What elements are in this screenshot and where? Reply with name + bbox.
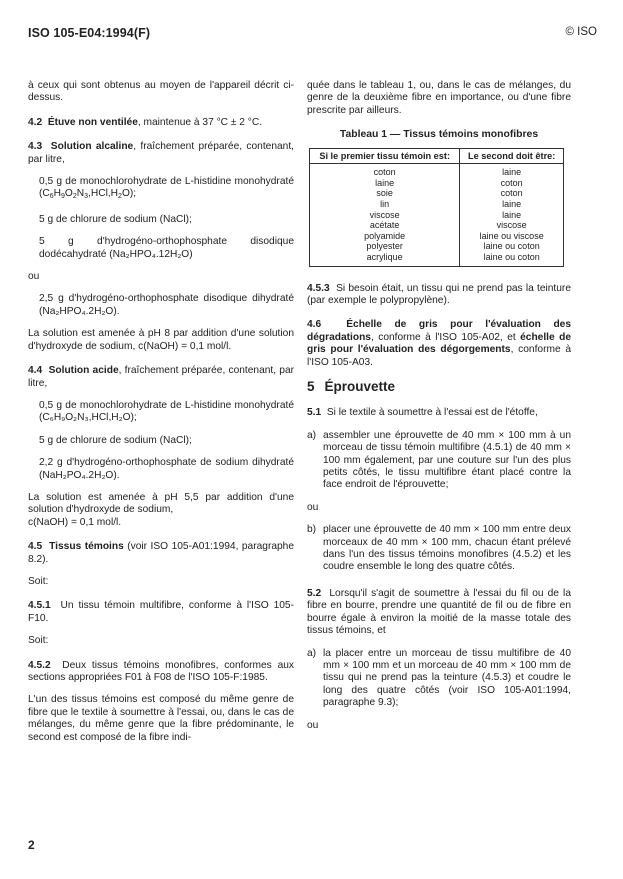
section-number: 5.2 xyxy=(307,587,322,599)
list-label: b) xyxy=(307,524,317,536)
table-column-second xyxy=(460,164,564,266)
section-text: Lorsqu'il s'agit de soumettre à l'essai du fil ou de la fibre en bourre, prendre une quantité de fil ou de fibre en bourre égale à environ la moitié de la masse totale des tissus témoins, et xyxy=(307,587,571,637)
document-id: ISO 105-E04:1994(F) xyxy=(28,26,151,40)
section-title: échelle de gris pour l'évaluation des dégorgements xyxy=(307,331,571,356)
reagent-item: 2,2 g d'hydrogéno-orthophosphate de sodium dihydraté (NaH₂PO₄.2H₂O). xyxy=(39,457,294,481)
section-number: 5.1 xyxy=(307,407,322,419)
list-text: la placer entre un morceau de tissu multifibre de 40 mm × 100 mm et un morceau de 40 mm × 100 mm de tissu qui ne prend pas la teinture (4.5.3) et coudre le long des quatre côtés (voir ISO 105-A01:1994, paragraphe 9.3); xyxy=(323,647,571,709)
table-cell: coton xyxy=(500,177,523,188)
table-cell: laine ou coton xyxy=(483,241,540,252)
or-connector: ou xyxy=(28,271,40,283)
section-4-6: 4.6 Échelle de gris pour l'évaluation des dégradations, conforme à l'ISO 105-A02, et échelle de gris pour l'évaluation des dégorgements, conforme à l'ISO 105-A03. xyxy=(307,319,571,368)
table-cell: acétate xyxy=(369,220,400,231)
table-cell: soie xyxy=(376,188,393,199)
table-title: Tableau 1 — Tissus témoins monofibres xyxy=(339,129,539,141)
continuation-paragraph: quée dans le tableau 1, ou, dans le cas de mélanges, du genre de la deuxième fibre en importance, ou d'une fibre prescrite par ailleurs. xyxy=(307,80,571,116)
section-text: Si le textile à soumettre à l'essai est de l'étoffe, xyxy=(326,407,538,419)
table-cell: coton xyxy=(373,167,396,178)
list-label: a) xyxy=(307,429,317,441)
table-cell: laine xyxy=(502,167,522,178)
reagent-item: 0,5 g de monochlorohydrate de L-histidine monohydraté $(C_6H_9O_2N_3,HCl,H_2O)$; xyxy=(39,176,294,201)
table-cell: laine xyxy=(502,209,522,220)
section-text: Si besoin était, un tissu qui ne prend pas la teinture (par exemple le polypropylène). xyxy=(307,282,571,306)
section-5-heading xyxy=(307,381,571,393)
section-title: Solution acide xyxy=(48,365,119,377)
table-cell: polyamide xyxy=(364,230,406,241)
soit-label: Soit: xyxy=(28,635,49,647)
table-cell: laine ou coton xyxy=(483,251,540,262)
section-4-5-3 xyxy=(307,283,571,308)
list-item xyxy=(307,430,571,492)
reagent-item: 0,5 g de monochlorohydrate de L-histidine monohydraté (C₆H₉O₂N₃,HCl,H₂O); xyxy=(39,399,294,424)
section-title: Étuve non ventilée xyxy=(47,116,138,128)
section-5-1 xyxy=(307,407,571,419)
section-title: Solution alcaline xyxy=(50,141,134,153)
left-column xyxy=(28,80,294,744)
section-4-3 xyxy=(28,141,294,166)
list-label: a) xyxy=(307,647,317,659)
right-column xyxy=(307,80,571,732)
table-header-first: Si le premier tissu témoin est: xyxy=(310,148,460,164)
section-number: 4.5.3 xyxy=(307,282,330,294)
section-title: Éprouvette xyxy=(324,379,396,394)
page-number: 2 xyxy=(28,838,35,852)
section-number: 4.5.2 xyxy=(28,659,51,671)
table-cell: viscose xyxy=(496,220,527,231)
list-item xyxy=(307,648,571,710)
table-cell: laine xyxy=(502,199,522,209)
section-4-2 xyxy=(28,117,294,129)
reagent-item: 5 g de chlorure de sodium (NaCl); xyxy=(39,434,192,446)
section-text: , maintenue à 37 °C ± 2 °C. xyxy=(137,116,263,128)
list-text: assembler une éprouvette de 40 mm × 100 mm à un morceau de tissu témoin multifibre (4.5.1) de 40 mm × 100 mm également, par une couture sur l'un des plus petits côtés, le tissu multifibre étant placé contre la face endroit de l'éprouvette; xyxy=(323,429,571,491)
reagent-item: 5 g d'hydrogéno-orthophosphate disodique dodécahydraté (Na₂HPO₄.12H₂O) xyxy=(39,236,294,260)
solution-note: La solution est amenée à pH 8 par addition d'une solution d'hydroxyde de sodium, c(NaOH) = 0,1 mol/l. xyxy=(28,328,294,352)
or-connector: ou xyxy=(307,719,319,731)
section-text: , fraîchement préparée, contenant, par litre, xyxy=(28,141,294,165)
table-header-second: Le second doit être: xyxy=(460,148,564,164)
section-text: Deux tissus témoins monofibres, conformes aux sections appropriées F01 à F08 de l'ISO 105-F:1985. xyxy=(28,659,294,683)
reagent-item: 5 g de chlorure de sodium (NaCl); xyxy=(39,213,192,225)
section-4-5 xyxy=(28,541,294,566)
section-4-5-2 xyxy=(28,660,294,685)
solution-note-concentration: c(NaOH) = 0,1 mol/l. xyxy=(28,516,122,528)
table-cell: lin xyxy=(380,199,390,209)
section-text: Un tissu témoin multifibre, conforme à l'ISO 105-F10. xyxy=(28,600,294,624)
table-column-first xyxy=(310,164,460,266)
table-cell: laine xyxy=(375,177,395,188)
section-title: Tissus témoins xyxy=(49,541,124,553)
section-4-5-1 xyxy=(28,600,294,625)
table-cell: coton xyxy=(500,188,523,199)
table-cell: viscose xyxy=(369,209,400,220)
section-text: (voir ISO 105-A01:1994, paragraphe 8.2). xyxy=(28,541,295,565)
list-item xyxy=(307,524,571,574)
section-number: 4.4 xyxy=(28,365,43,377)
table-cell: acrylique xyxy=(366,251,403,262)
intro-paragraph: à ceux qui sont obtenus au moyen de l'appareil décrit ci-dessus. xyxy=(28,80,294,104)
or-connector: ou xyxy=(307,501,319,513)
solution-note: La solution est amenée à pH 5,5 par addition d'une solution d'hydroxyde de sodium, xyxy=(28,491,294,516)
list-text: placer une éprouvette de 40 mm × 100 mm entre deux morceaux de 40 mm × 100 mm, chacun étant prélevé dans l'un des tissus témoins monofibres (4.5.2) et les coudre ensemble le long des quatre côtés. xyxy=(323,524,571,573)
table-cell: polyester xyxy=(366,241,403,252)
copyright-mark: © ISO xyxy=(565,26,597,38)
section-number: 4.3 xyxy=(28,141,43,153)
section-number: 5 xyxy=(307,379,315,394)
reagent-item: 2,5 g d'hydrogéno-orthophosphate disodique dihydraté (Na₂HPO₄.2H₂O). xyxy=(39,293,294,317)
section-4-5-2-paragraph: L'un des tissus témoins est composé du même genre de fibre que le textile à soumettre à l'essai, ou, dans le cas de mélanges, du même genre que la fibre prédominante, le second est composé de la fibre indi- xyxy=(28,694,294,743)
monofibre-table xyxy=(309,148,564,267)
section-number: 4.6 xyxy=(307,319,322,331)
section-title: Échelle de gris pour l'évaluation des dégradations xyxy=(307,319,571,343)
section-text: , fraîchement préparée, contenant, par litre, xyxy=(28,365,295,389)
soit-label: Soit: xyxy=(28,575,49,587)
table-cell: laine ou viscose xyxy=(479,230,544,241)
section-number: 4.2 xyxy=(28,116,43,128)
section-4-4 xyxy=(28,365,294,390)
section-number: 4.5 xyxy=(28,541,43,553)
section-number: 4.5.1 xyxy=(28,600,51,612)
section-5-2 xyxy=(307,588,571,638)
